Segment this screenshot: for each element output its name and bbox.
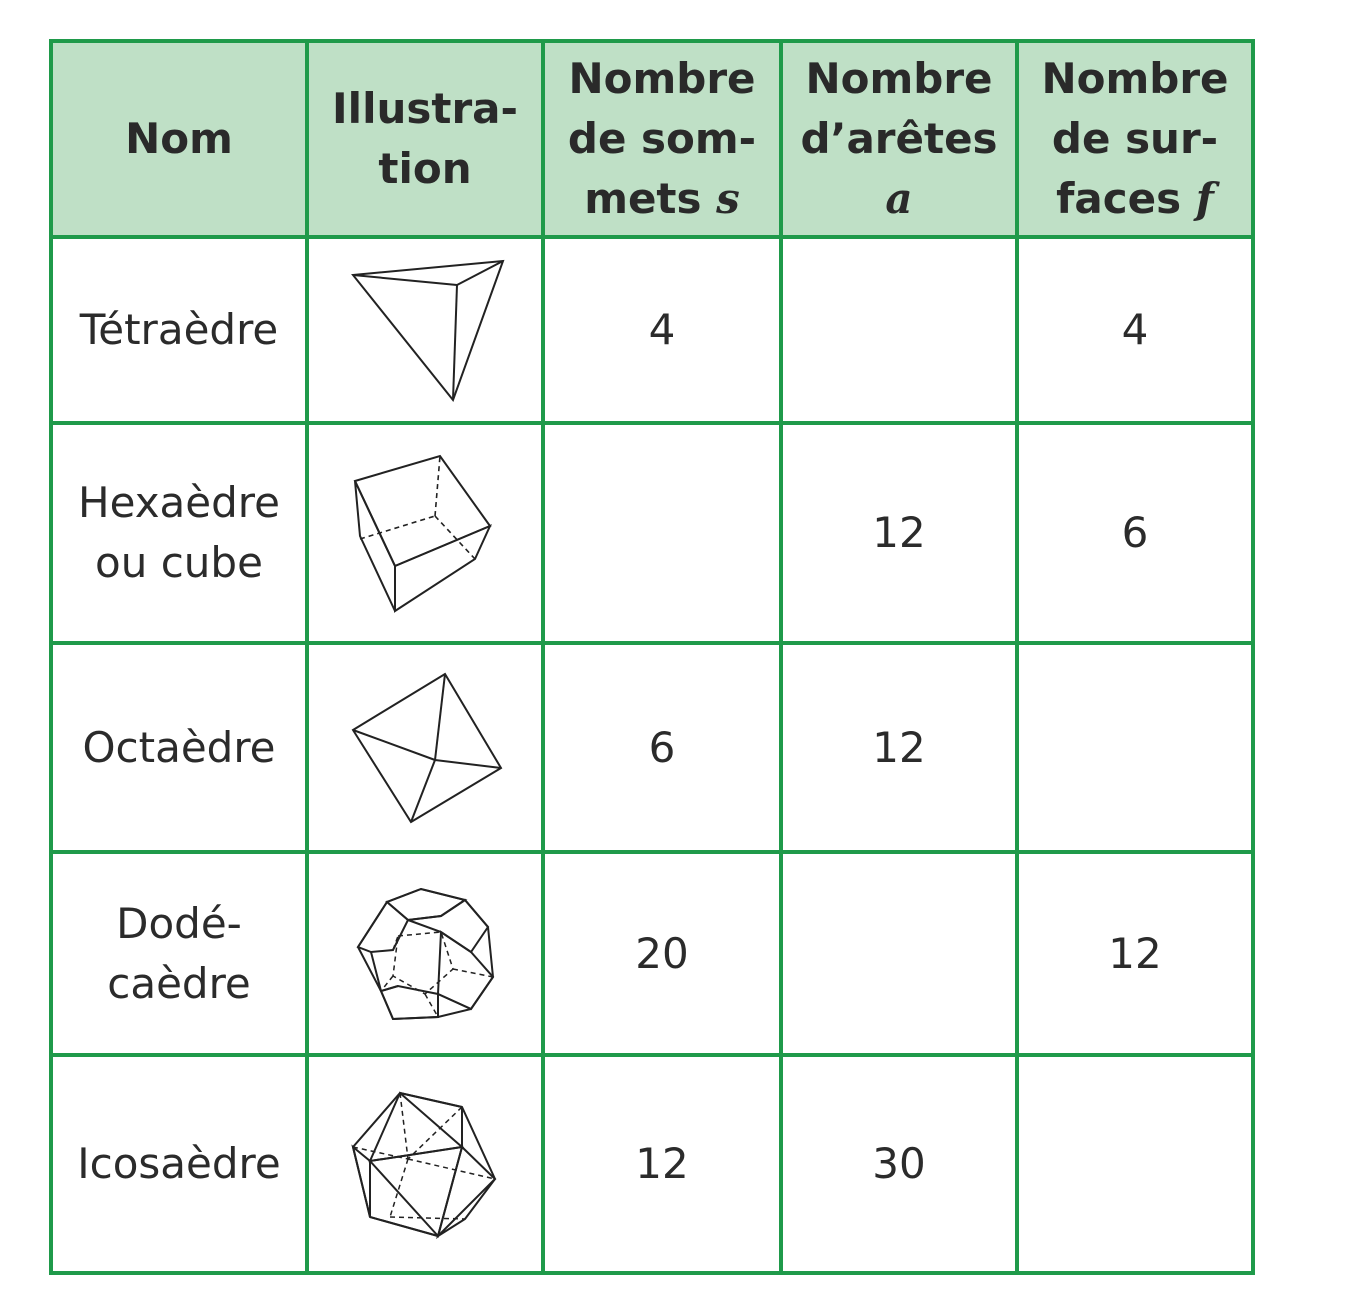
cell-name: Dodé- caèdre (51, 852, 307, 1055)
header-nom: Nom (51, 41, 307, 237)
symbol-f: f (1195, 174, 1214, 223)
cube-icon (350, 451, 500, 616)
cell-illustration (307, 237, 543, 423)
table-row (51, 643, 1253, 852)
cell-aretes: 12 (781, 643, 1017, 852)
cell-aretes (781, 237, 1017, 423)
tetrahedron-icon (345, 255, 505, 405)
symbol-s: s (716, 174, 740, 223)
header-surfaces: Nombre de sur- faces f (1017, 41, 1253, 237)
cell-aretes: 12 (781, 423, 1017, 643)
header-aretes: Nombre d’arêtes a (781, 41, 1017, 237)
cell-name: Icosaèdre (51, 1055, 307, 1273)
cell-surfaces (1017, 1055, 1253, 1273)
header-row (51, 41, 1253, 237)
cell-name: Hexaèdre ou cube (51, 423, 307, 643)
polyhedra-table-container (49, 39, 1255, 1275)
cell-surfaces (1017, 643, 1253, 852)
cell-aretes (781, 852, 1017, 1055)
cell-sommets: 12 (543, 1055, 781, 1273)
icosahedron-icon (350, 1089, 500, 1239)
dodecahedron-icon (353, 884, 498, 1024)
cell-surfaces: 6 (1017, 423, 1253, 643)
symbol-a: a (885, 174, 913, 223)
table-row (51, 852, 1253, 1055)
cell-sommets: 4 (543, 237, 781, 423)
polyhedra-table (49, 39, 1255, 1275)
cell-sommets: 20 (543, 852, 781, 1055)
cell-sommets (543, 423, 781, 643)
header-sommets: Nombre de som- mets s (543, 41, 781, 237)
cell-surfaces: 4 (1017, 237, 1253, 423)
cell-illustration (307, 1055, 543, 1273)
cell-illustration (307, 852, 543, 1055)
header-illustration: Illustra- tion (307, 41, 543, 237)
table-row (51, 1055, 1253, 1273)
cell-surfaces: 12 (1017, 852, 1253, 1055)
cell-sommets: 6 (543, 643, 781, 852)
cell-name: Tétraèdre (51, 237, 307, 423)
cell-illustration (307, 423, 543, 643)
octahedron-icon (345, 670, 505, 825)
table-row (51, 237, 1253, 423)
cell-illustration (307, 643, 543, 852)
cell-aretes: 30 (781, 1055, 1017, 1273)
table-row (51, 423, 1253, 643)
cell-name: Octaèdre (51, 643, 307, 852)
